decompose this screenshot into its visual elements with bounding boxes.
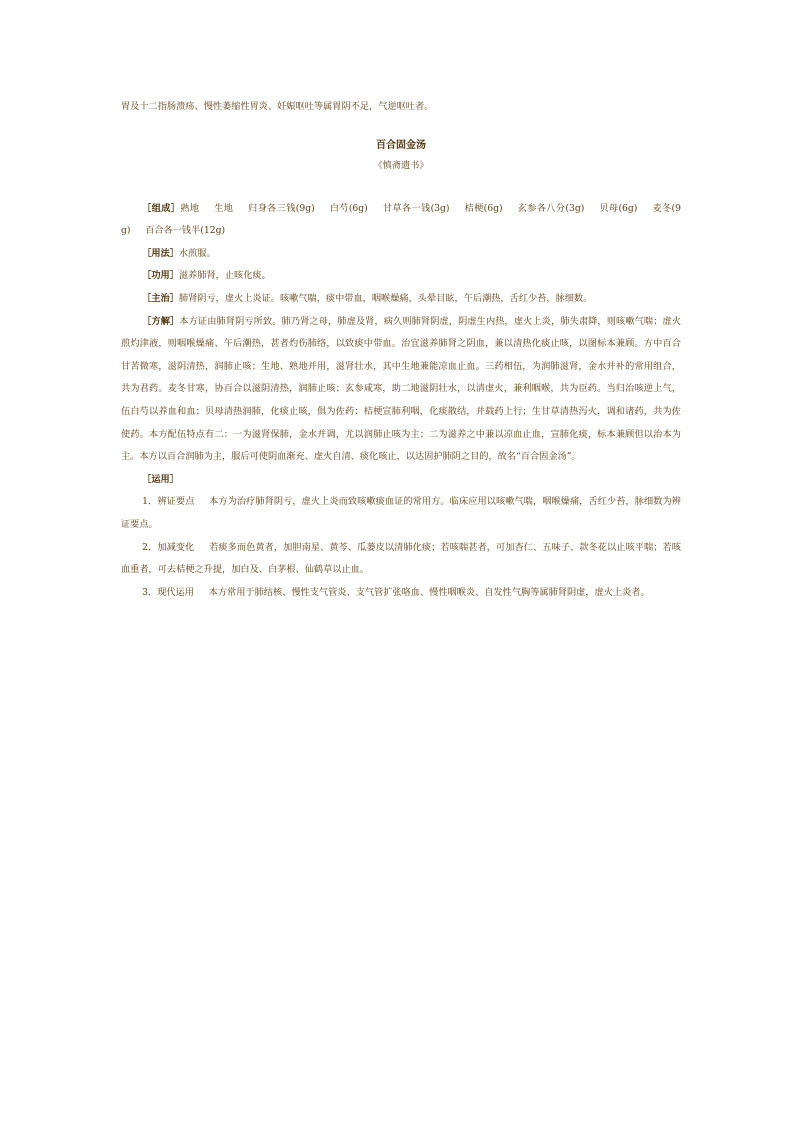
composition-section bbox=[121, 198, 681, 243]
effect-text: 滋养肺肾，止咳化痰。 bbox=[178, 270, 271, 282]
effect-label: ［功用］ bbox=[142, 270, 179, 282]
analysis-text: 本方证由肺肾阴亏所致。肺乃肾之母，肺虚及肾，病久则肺肾阴虚，阴虚生内热，虚火上炎，肺失肃降，则咳嗽气喘；虚火煎灼津液，则咽喉燥痛、午后潮热，甚者灼伤肺络，以致痰中带血。治宜滋养肺肾之阴血，兼以清热化痰止咳，以图标本兼顾。方中百合甘苦微寒，滋阴清热，润肺止咳；生地、熟地并用，滋肾壮水，其中生地兼能凉血止血。三药相伍，为润肺滋肾，金水并补的常用组合，共为君药。麦冬甘寒，协百合以滋阴清热，润肺止咳；玄参咸寒，助二地滋阴壮水，以清虚火，兼利咽喉，共为臣药。当归治咳逆上气，伍白芍以养血和血；贝母清热润肺，化痰止咳，俱为佐药；桔梗宣肺利咽，化痰散结，并载药上行；生甘草清热泻火，调和诸药，共为佐使药。本方配伍特点有二：一为滋肾保肺，金水并调，尤以润肺止咳为主；二为滋养之中兼以凉血止血，宣肺化痰，标本兼顾但以治本为主。本方以百合润肺为主，服后可使阴血渐充、虚火自清、痰化咳止，以达固护肺阴之目的，故名“百合固金汤”。 bbox=[121, 315, 682, 463]
indication-section bbox=[121, 288, 681, 311]
application-item bbox=[121, 537, 681, 582]
formula-source: 《慎斋遗书》 bbox=[373, 159, 429, 171]
usage-section bbox=[121, 243, 681, 266]
indication-label: ［主治］ bbox=[142, 292, 179, 304]
application-section bbox=[121, 469, 681, 492]
ingredient: 生地 bbox=[214, 202, 234, 214]
ingredient: 麦冬(9g) bbox=[121, 202, 681, 237]
application-heading: 1．辨证要点 bbox=[142, 496, 195, 508]
document-page bbox=[121, 96, 681, 604]
application-text: 本方为治疗肺肾阴亏，虚火上炎而致咳嗽痰血证的常用方。临床应用以咳嗽气喘，咽喉燥痛，舌红少苔，脉细数为辨证要点。 bbox=[121, 496, 681, 530]
formula-title: 百合固金汤 bbox=[376, 139, 426, 151]
ingredient: 贝母(6g) bbox=[599, 202, 638, 214]
application-text: 若痰多而色黄者，加胆南星、黄芩、瓜蒌皮以清肺化痰；若咳喘甚者，可加杏仁、五味子、款冬花以止咳平喘；若咳血重者，可去桔梗之升提，加白及、白茅根、仙鹤草以止血。 bbox=[121, 541, 681, 576]
application-text: 本方常用于肺结核、慢性支气管炎、支气管扩张咯血、慢性咽喉炎、自发性气胸等属肺肾阴虚，虚火上炎者。 bbox=[208, 586, 650, 598]
usage-text: 水煎服。 bbox=[178, 247, 216, 259]
intro-paragraph: 胃及十二指肠溃疡、慢性萎缩性胃炎、妊娠呕吐等属胃阴不足，气逆呕吐者。 bbox=[121, 101, 434, 112]
usage-label: ［用法］ bbox=[142, 247, 179, 259]
application-item bbox=[121, 491, 681, 536]
effect-section bbox=[121, 265, 681, 288]
ingredient: 桔梗(6g) bbox=[464, 202, 503, 214]
ingredient: 玄参各八分(3g) bbox=[517, 202, 585, 214]
application-label: ［运用］ bbox=[142, 473, 179, 485]
application-heading: 3．现代运用 bbox=[142, 586, 194, 598]
application-heading: 2．加减变化 bbox=[142, 541, 195, 553]
analysis-section bbox=[121, 311, 681, 469]
ingredient: 归身各三钱(9g) bbox=[248, 202, 315, 214]
application-item bbox=[121, 582, 681, 605]
indication-text: 肺肾阴亏，虚火上炎证。咳嗽气喘，痰中带血，咽喉燥痛，头晕目眩，午后潮热，舌红少苔，脉细数。 bbox=[178, 292, 593, 304]
composition-label: ［组成］ bbox=[142, 202, 181, 214]
analysis-label: ［方解］ bbox=[142, 315, 180, 327]
ingredient: 熟地 bbox=[180, 202, 200, 214]
ingredient: 百合各一钱半(12g) bbox=[145, 225, 226, 237]
ingredient: 白芍(6g) bbox=[329, 202, 368, 214]
ingredient: 甘草各一钱(3g) bbox=[382, 202, 450, 214]
